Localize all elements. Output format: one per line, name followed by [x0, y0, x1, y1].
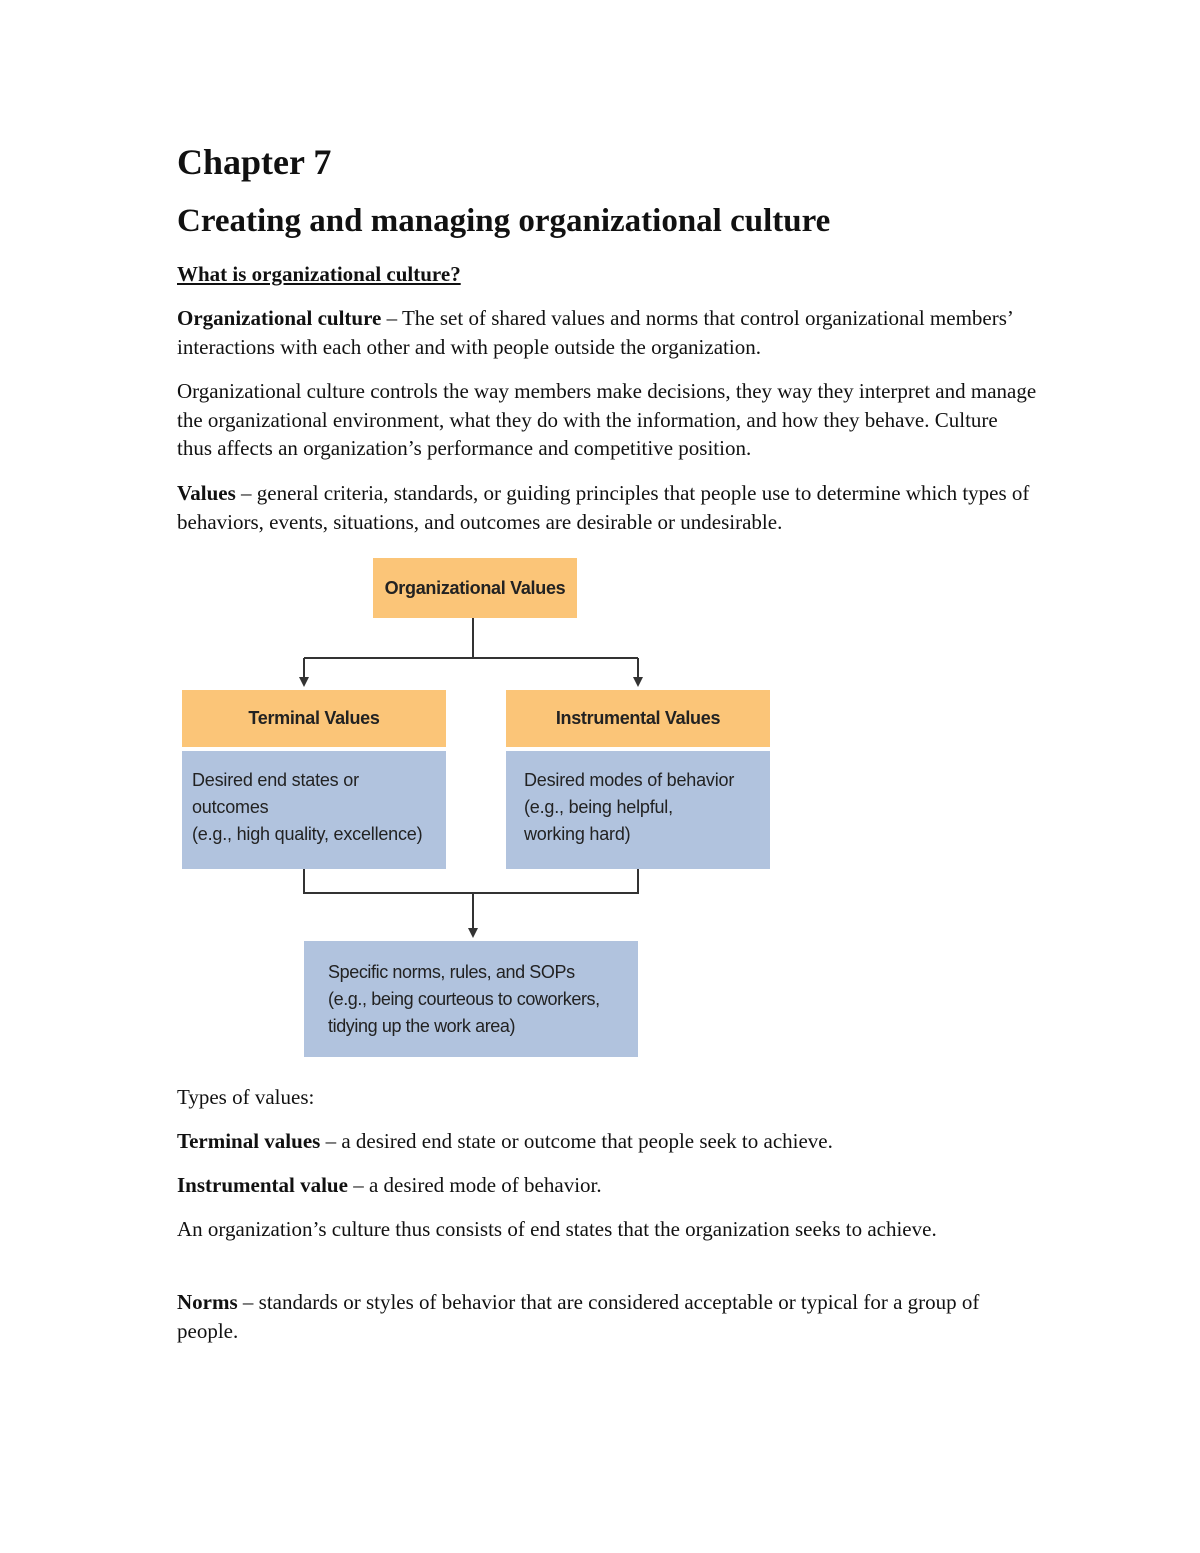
norms-rules-sops-box	[304, 941, 638, 1057]
terminal-values-header: Terminal Values	[182, 690, 446, 747]
norms-line: (e.g., being courteous to coworkers,	[328, 989, 600, 1009]
instrumental-value-definition	[177, 1171, 1037, 1200]
instrumental-values-header: Instrumental Values	[506, 690, 770, 747]
instrumental-value-term: Instrumental value	[177, 1173, 348, 1197]
terminal-values-line: (e.g., high quality, excellence)	[192, 824, 423, 844]
instrumental-value-definition-text: – a desired mode of behavior.	[347, 1173, 602, 1197]
terminal-values-definition	[177, 1127, 1037, 1156]
org-culture-definition-text: – The set of shared values and norms that control organizational members’ interactions with each other and with people outside the organization.	[177, 306, 1013, 359]
chapter-title: Chapter 7	[177, 142, 332, 182]
instrumental-values-body	[506, 751, 770, 869]
terminal-values-body	[182, 751, 446, 869]
terminal-values-line: Desired end states or outcomes	[192, 770, 359, 817]
terminal-values-term: Terminal values	[177, 1129, 321, 1153]
org-culture-term: Organizational culture	[177, 306, 382, 330]
values-term: Values	[177, 481, 236, 505]
organizational-values-box: Organizational Values	[373, 558, 577, 618]
culture-consists-paragraph: An organization’s culture thus consists of end states that the organization seeks to achieve.	[177, 1217, 937, 1241]
norms-term: Norms	[177, 1290, 238, 1314]
values-definition	[177, 479, 1037, 536]
org-culture-controls-paragraph: Organizational culture controls the way members make decisions, they way they interpret and manage the organizational environment, what they do with the information, and how they behave. Culture thus affects an organization’s performance and competitive position.	[177, 379, 1037, 460]
norms-definition-text: – standards or styles of behavior that are considered acceptable or typical for a group of people.	[177, 1290, 980, 1343]
document-title: Creating and managing organizational culture	[177, 203, 831, 239]
norms-definition	[177, 1288, 1037, 1345]
instrumental-values-line: Desired modes of behavior	[524, 770, 735, 790]
terminal-values-definition-text: – a desired end state or outcome that people seek to achieve.	[320, 1129, 833, 1153]
connector-bottom-bar	[304, 869, 638, 893]
norms-line: tidying up the work area)	[328, 1016, 516, 1036]
norms-line: Specific norms, rules, and SOPs	[328, 962, 575, 982]
instrumental-values-line: (e.g., being helpful,	[524, 797, 673, 817]
section-heading: What is organizational culture?	[177, 262, 461, 286]
types-of-values-label: Types of values:	[177, 1085, 315, 1109]
values-definition-text: – general criteria, standards, or guiding principles that people use to determine which types of behaviors, events, situations, and outcomes are desirable or undesirable.	[177, 481, 1030, 534]
org-culture-definition	[177, 304, 1037, 361]
instrumental-values-line: working hard)	[524, 824, 631, 844]
